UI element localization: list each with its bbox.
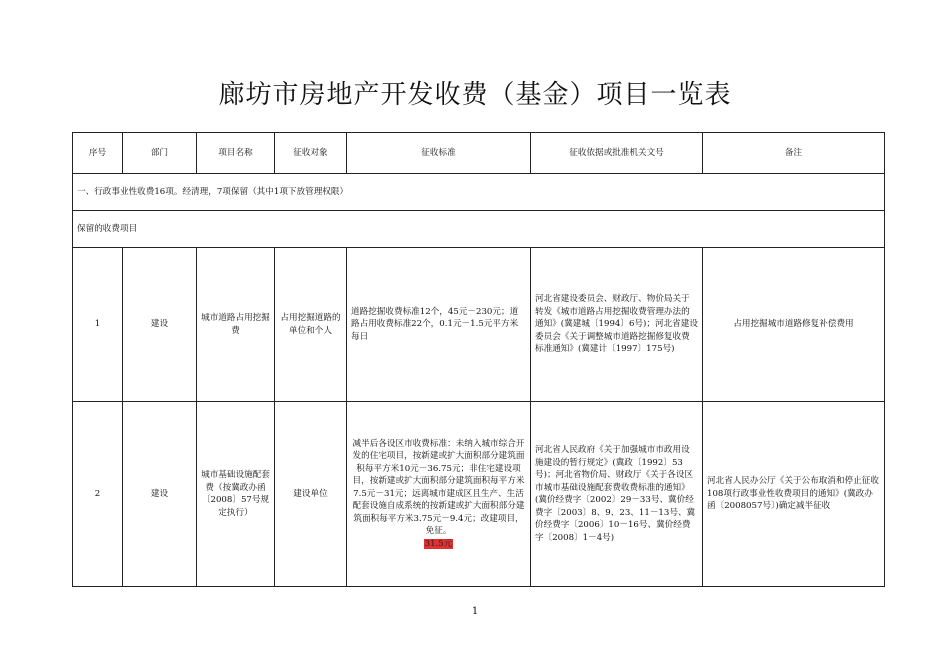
table-row xyxy=(73,248,885,402)
cell-no: 2 xyxy=(73,402,123,587)
header-basis: 征收依据或批准机关文号 xyxy=(531,133,703,174)
cell-dept: 建设 xyxy=(123,402,197,587)
header-note: 备注 xyxy=(703,133,885,174)
cell-target: 建设单位 xyxy=(275,402,347,587)
header-name: 项目名称 xyxy=(197,133,275,174)
cell-dept: 建设 xyxy=(123,248,197,402)
header-row xyxy=(73,133,885,174)
section-heading: 一、行政事业性收费16项。经清理，7项保留（其中1项下放管理权限） xyxy=(73,174,885,211)
cell-no: 1 xyxy=(73,248,123,402)
standard-text: 减半后各设区市收费标准：未纳入城市综合开发的住宅项目，按新建或扩大面积部分建筑面积每平方米10元－36.75元；非住宅建设项目，按新建或扩大面积部分建筑面积每平方米7.5元－31元；远离城市建成区且生产、生活配套设施自成系统的按新建或扩大面积部分建筑面积每平方米3.75元－9.4元；改建项目，免征。 xyxy=(352,438,525,537)
cell-note: 占用挖掘城市道路修复补偿费用 xyxy=(703,248,885,402)
document-title: 廊坊市房地产开发收费（基金）项目一览表 xyxy=(218,80,732,110)
highlighted-mark: 31.5元 xyxy=(424,538,453,549)
header-dept: 部门 xyxy=(123,133,197,174)
cell-basis: 河北省建设委员会、财政厅、物价局关于转发《城市道路占用挖掘收费管理办法的通知》(冀建城〔1994〕6号)；河北省建设委员会《关于调整城市道路挖掘修复收费标准通知》(冀建计〔1997〕175号) xyxy=(531,248,703,402)
cell-basis: 河北省人民政府《关于加强城市市政用设施建设的暂行规定》(冀政〔1992〕53号)；河北省物价局、财政厅《关于各设区市城市基础设施配套费收费标准的通知》(冀价经费字〔2002〕29－33号、冀价经费字〔2003〕8、9、23、11－13号、冀价经费字〔2006〕10－16号、冀价经费字〔2008〕1－4号) xyxy=(531,402,703,587)
cell-note: 河北省人民办公厅《关于公布取消和停止征收108项行政事业性收费项目的通知》(冀政办函〔2008057号〕)确定减半征收 xyxy=(703,402,885,587)
table-row xyxy=(73,402,885,587)
header-target: 征收对象 xyxy=(275,133,347,174)
cell-target: 占用挖掘道路的单位和个人 xyxy=(275,248,347,402)
header-no: 序号 xyxy=(73,133,123,174)
cell-standard: 道路挖掘收费标准12个，45元－230元；道路占用收费标准22个，0.1元－1.5元平方米每日 xyxy=(347,248,531,402)
fee-table xyxy=(72,132,885,587)
subsection-heading: 保留的收费项目 xyxy=(73,211,885,248)
section-row xyxy=(73,174,885,211)
cell-standard xyxy=(347,402,531,587)
header-standard: 征收标准 xyxy=(347,133,531,174)
subsection-row xyxy=(73,211,885,248)
cell-name: 城市基础设施配套费（按冀政办函〔2008〕57号规定执行） xyxy=(197,402,275,587)
page-number: 1 xyxy=(471,606,479,617)
cell-name: 城市道路占用挖掘费 xyxy=(197,248,275,402)
